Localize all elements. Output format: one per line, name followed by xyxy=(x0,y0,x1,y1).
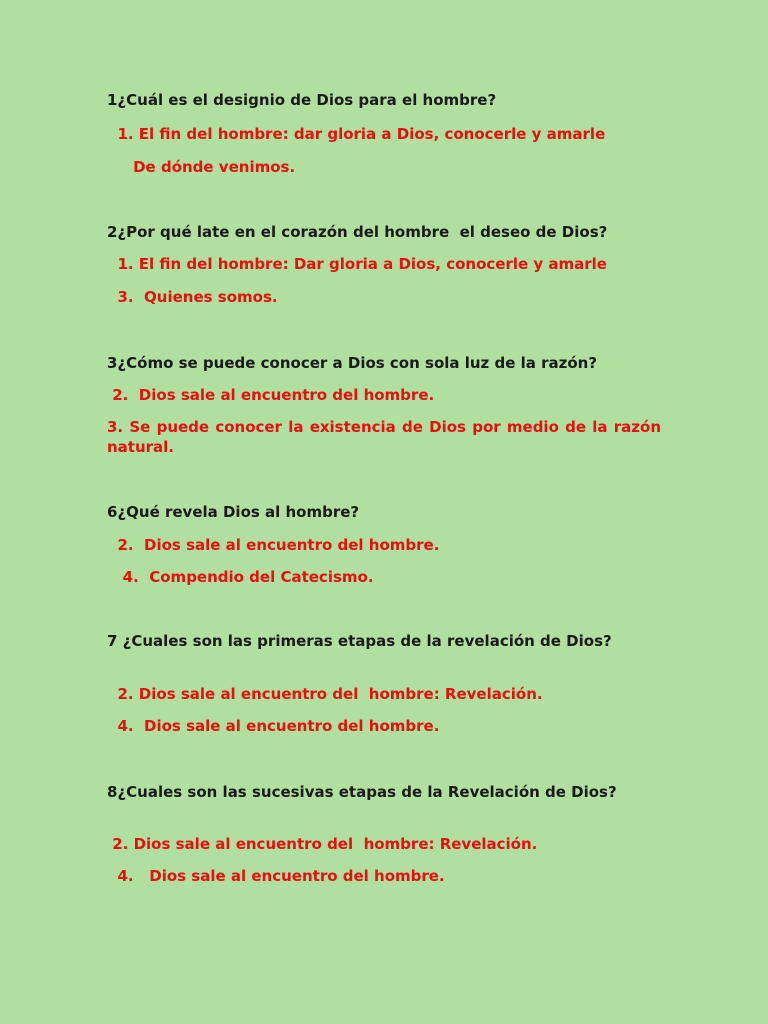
answer-2-2: 3. Quienes somos. xyxy=(107,288,278,306)
answer-3-2: 3. Se puede conocer la existencia de Dios por medio de la razón natural. xyxy=(107,418,661,456)
question-7: 7 ¿Cuales son las primeras etapas de la revelación de Dios? xyxy=(107,632,612,650)
answer-6-2: 4. Compendio del Catecismo. xyxy=(107,568,374,586)
question-3: 3¿Cómo se puede conocer a Dios con sola luz de la razón? xyxy=(107,354,598,372)
question-2: 2¿Por qué late en el corazón del hombre el deseo de Dios? xyxy=(107,223,608,241)
answer-1-2: De dónde venimos. xyxy=(107,158,296,176)
answer-7-1: 2. Dios sale al encuentro del hombre: Revelación. xyxy=(107,685,543,703)
question-1: 1¿Cuál es el designio de Dios para el hombre? xyxy=(107,91,497,109)
question-6: 6¿Qué revela Dios al hombre? xyxy=(107,503,360,521)
answer-7-2: 4. Dios sale al encuentro del hombre. xyxy=(107,717,440,735)
answer-8-2: 4. Dios sale al encuentro del hombre. xyxy=(107,867,445,885)
answer-1-1: 1. El fin del hombre: dar gloria a Dios, conocerle y amarle xyxy=(107,125,606,143)
answer-8-1: 2. Dios sale al encuentro del hombre: Revelación. xyxy=(107,835,538,853)
question-8: 8¿Cuales son las sucesivas etapas de la Revelación de Dios? xyxy=(107,783,617,801)
answer-6-1: 2. Dios sale al encuentro del hombre. xyxy=(107,536,440,554)
answer-2-1: 1. El fin del hombre: Dar gloria a Dios, conocerle y amarle xyxy=(107,255,607,273)
answer-3-1: 2. Dios sale al encuentro del hombre. xyxy=(107,386,435,404)
